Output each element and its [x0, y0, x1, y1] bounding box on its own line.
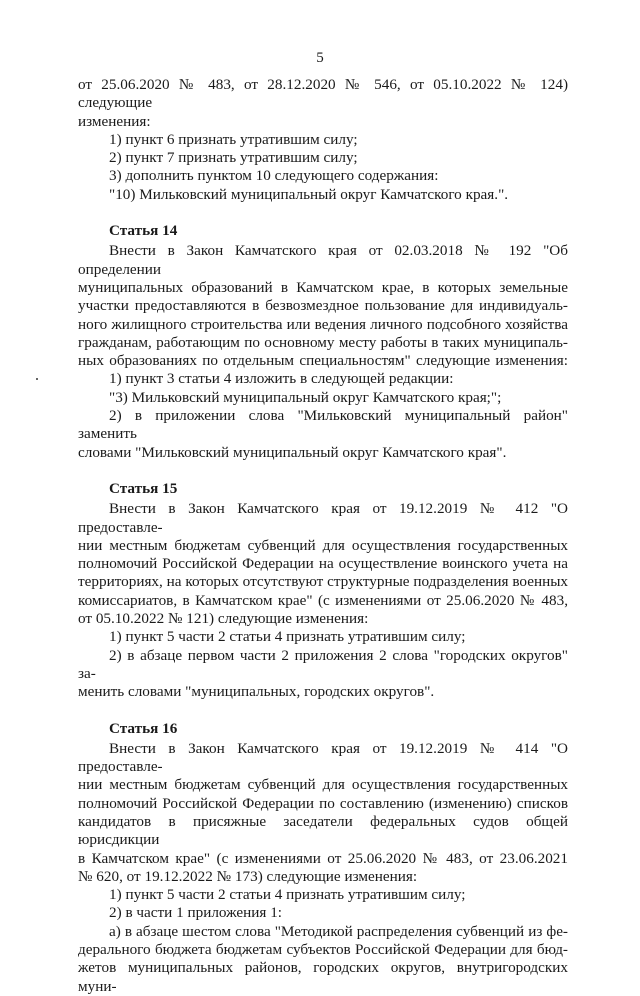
list-item: [78, 647, 568, 702]
article-heading: Статья 16: [109, 719, 178, 737]
article-15: [78, 480, 568, 702]
text-line: муниципальных образований в Камчатском крае, в которых земельные: [78, 278, 568, 296]
text-line: Внести в Закон Камчатского края от 02.03.2018 № 192 "Об определении: [78, 242, 568, 278]
text-line: полномочий Российской Федерации по составлению (изменению) списков: [78, 794, 568, 812]
text-line: ных образованиях по отдельным специальностям" следующие изменения:: [78, 352, 568, 370]
list-item: 2) в части 1 приложения 1:: [109, 904, 283, 922]
text-line: нии местным бюджетам субвенций для осуществления государственных: [78, 776, 568, 794]
article-paragraph: [78, 500, 568, 628]
list-item: 1) пункт 6 признать утратившим силу;: [109, 130, 358, 148]
text-line: в Камчатском крае" (с изменениями от 25.06.2020 № 483, от 23.06.2021: [78, 849, 568, 867]
text-line: комиссариатов, в Камчатском крае" (с изменениями от 25.06.2020 № 483,: [78, 591, 568, 609]
list-item: 1) пункт 5 части 2 статьи 4 признать утратившим силу;: [109, 628, 466, 646]
intro-section: [78, 76, 568, 204]
list-item: "3) Мильковский муниципальный округ Камчатского края;";: [109, 388, 502, 406]
article-heading: Статья 15: [109, 479, 178, 497]
intro-paragraph: [78, 76, 568, 131]
text-line: № 620, от 19.12.2022 № 173) следующие изменения:: [78, 867, 418, 885]
text-line: изменения:: [78, 112, 151, 130]
text-line: кандидатов в присяжные заседатели федеральных судов общей юрисдикции: [78, 812, 568, 849]
text-line: а) в абзаце шестом слова "Методикой распределения субвенций из фе-: [109, 922, 568, 940]
text-line: словами "Мильковский муниципальный округ Камчатского края".: [78, 443, 507, 461]
text-line: 2) в приложении слова "Мильковский муниципальный район" заменить: [78, 407, 568, 443]
list-item: 1) пункт 5 части 2 статьи 4 признать утратившим силу;: [109, 886, 466, 904]
text-line: территориях, на которых отсутствуют структурные подразделения военных: [78, 573, 568, 591]
scan-mark: [36, 378, 38, 380]
text-line: жетов муниципальных районов, городских округов, внутригородских муни-: [78, 959, 568, 995]
text-line: Внести в Закон Камчатского края от 19.12.2019 № 414 "О предоставле-: [78, 739, 568, 776]
list-item: 1) пункт 3 статьи 4 изложить в следующей редакции:: [109, 370, 454, 388]
article-14: [78, 222, 568, 462]
page-number: 5: [316, 50, 324, 66]
text-line: от 25.06.2020 № 483, от 28.12.2020 № 546, от 05.10.2022 № 124) следующие: [78, 76, 568, 112]
text-line: от 05.10.2022 № 121) следующие изменения:: [78, 610, 369, 628]
article-paragraph: [78, 740, 568, 886]
text-line: гражданам, работающим по основному месту работы в таких муниципаль-: [78, 333, 568, 351]
text-line: дерального бюджета бюджетам субъектов Российской Федерации для бюд-: [78, 941, 568, 959]
document-body: [78, 76, 568, 996]
list-item: 3) дополнить пунктом 10 следующего содержания:: [109, 167, 439, 185]
text-line: участки предоставляются в безвозмездное пользование для индивидуаль-: [78, 297, 568, 315]
list-item: "10) Мильковский муниципальный округ Камчатского края.".: [109, 185, 509, 203]
text-line: 2) в абзаце первом части 2 приложения 2 слова "городских округов" за-: [78, 646, 568, 682]
list-item: [78, 407, 568, 462]
list-item: [78, 923, 568, 996]
text-line: менить словами "муниципальных, городских округов".: [78, 683, 435, 701]
article-heading: Статья 14: [109, 222, 178, 240]
list-item: 2) пункт 7 признать утратившим силу;: [109, 149, 358, 167]
text-line: полномочий Российской Федерации на осуществление воинского учета на: [78, 555, 568, 573]
article-16: [78, 720, 568, 996]
text-line: ного жилищного строительства или ведения личного подсобного хозяйства: [78, 315, 568, 333]
article-paragraph: [78, 242, 568, 370]
text-line: Внести в Закон Камчатского края от 19.12.2019 № 412 "О предоставле-: [78, 500, 568, 536]
text-line: нии местным бюджетам субвенций для осуществления государственных: [78, 536, 568, 554]
